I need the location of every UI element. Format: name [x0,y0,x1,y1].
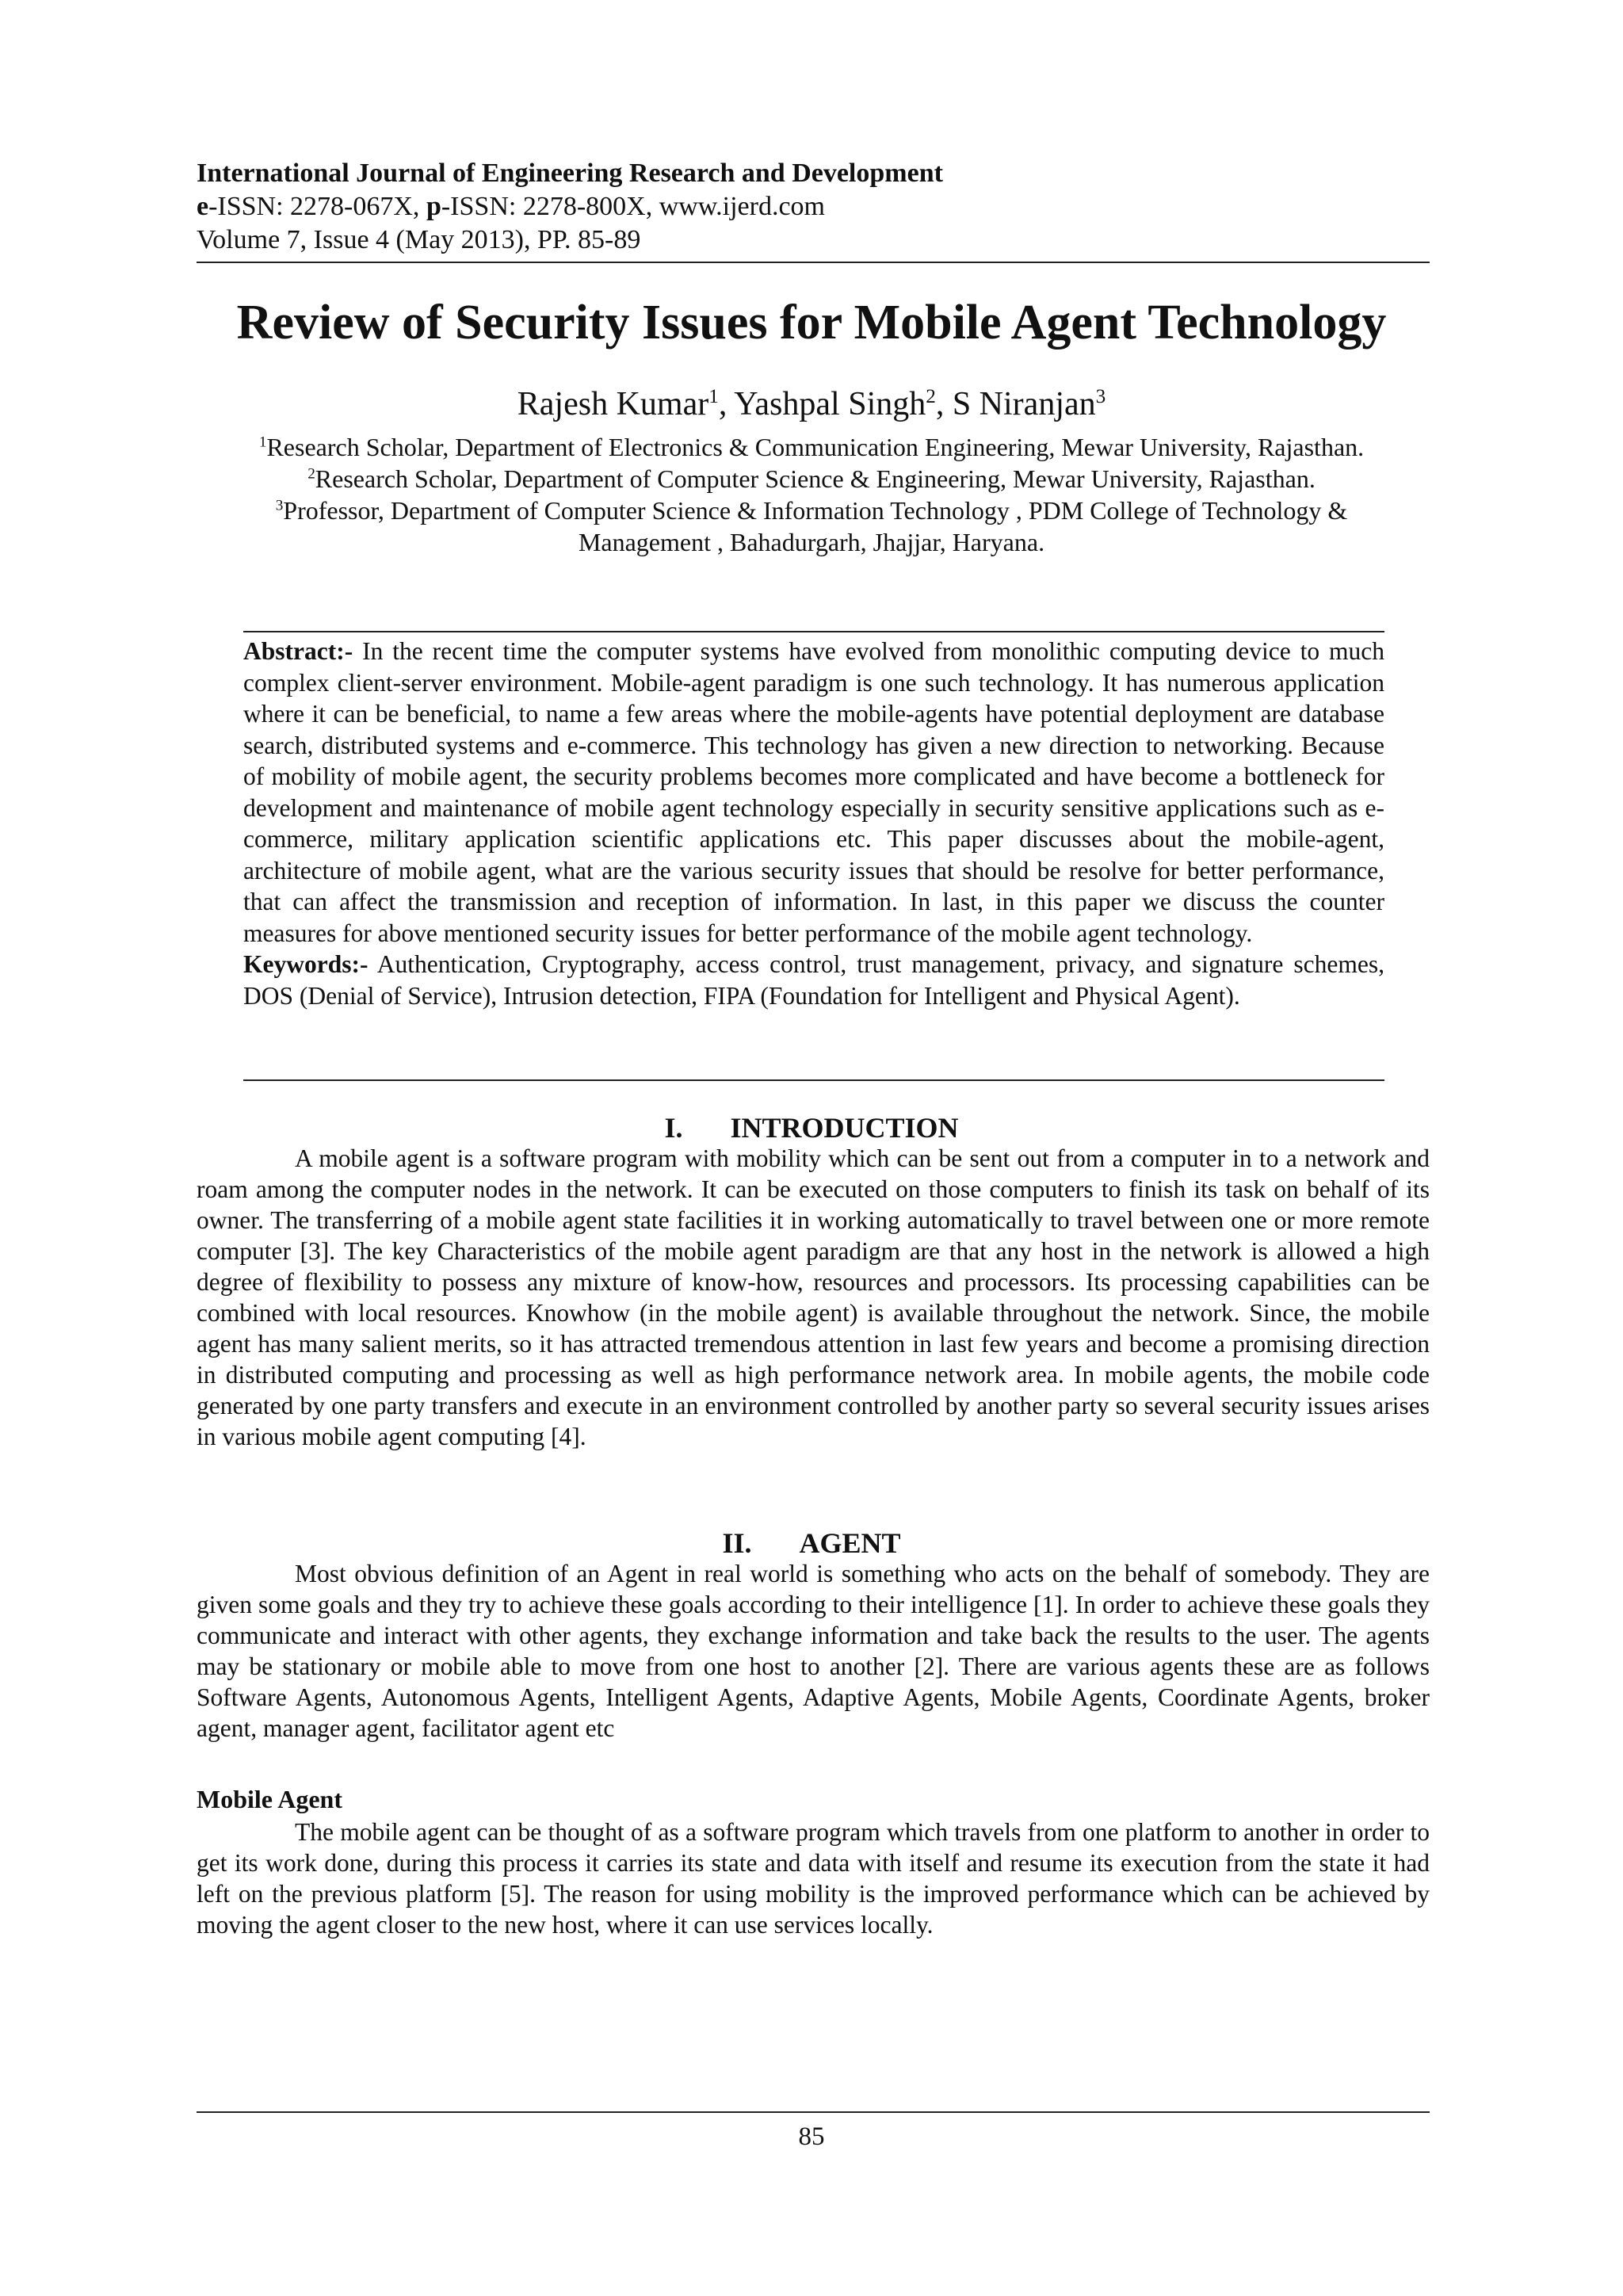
author-list [0,385,1623,423]
affiliation-1: $^1$Research Scholar, Department of Electronics & Communication Engineering, Mewar University, Rajasthan. [258,433,1365,461]
eissn-text: -ISSN: 2278-067X, [208,192,426,221]
author-2: Yashpal Singh$^2$, [734,386,953,422]
affiliation-2: $^2$Research Scholar, Department of Computer Science & Engineering, Mewar University, Rajasthan. [307,464,1316,493]
pissn-prefix: p [426,192,441,221]
agent-body [197,1558,1430,1744]
footer-rule [197,2111,1430,2113]
mobile-agent-paragraph: The mobile agent can be thought of as a software program which travels from one platform to another in order to get its work done, during this process it carries its state and data with itself and resume its execution from the state it had left on the previous platform [5]. The reason for using mobility is the improved performance which can be achieved by moving the agent closer to the new host, where it can use services locally. [197,1818,1430,1939]
issn-line [197,190,825,223]
abstract-block [243,636,1384,1011]
agent-paragraph: Most obvious definition of an Agent in real world is something who acts on the behalf of somebody. They are given some goals and they try to achieve these goals according to their intelligence [1]. In order to achieve these goals they communicate and interact with other agents, they exchange information and take back the results to the user. The agents may be stationary or mobile able to move from one host to another [2]. There are various agents these are as follows Software Agents, Autonomous Agents, Intelligent Agents, Adaptive Agents, Mobile Agents, Coordinate Agents, broker agent, manager agent, facilitator agent etc [197,1560,1430,1742]
volume-line: Volume 7, Issue 4 (May 2013), PP. 85-89 [197,225,641,254]
affiliation-3: $^3$Professor, Department of Computer Science & Information Technology , PDM College of Technology & [275,496,1348,525]
introduction-body [197,1143,1430,1452]
keywords-text: Authentication, Cryptography, access control, trust management, privacy, and signature schemes, DOS (Denial of Service), Intrusion detection, FIPA (Foundation for Intelligent and Physical Agent). [243,950,1384,1010]
section-heading-introduction: I. INTRODUCTION [664,1112,959,1144]
introduction-paragraph: A mobile agent is a software program with mobility which can be sent out from a computer in to a network and roam among the computer nodes in the network. It can be executed on those computers to finish its task on behalf of its owner. The transferring of a mobile agent state facilities it in working automatically to travel between one or more remote computer [3]. The key Characteristics of the mobile agent paradigm are that any host in the network is allowed a high degree of flexibility to possess any mixture of know-how, resources and processors. Its processing capabilities can be combined with local resources. Knowhow (in the mobile agent) is available throughout the network. Since, the mobile agent has many salient merits, so it has attracted tremendous attention in last few years and become a promising direction in distributed computing and processing as well as high performance network area. In mobile agents, the mobile code generated by one party transfers and execute in an environment controlled by another party so several security issues arises in various mobile agent computing [4]. [197,1144,1430,1450]
eissn-prefix: e [197,192,209,221]
subheading-mobile-agent: Mobile Agent [197,1785,342,1813]
section-heading-agent: II. AGENT [722,1527,901,1559]
journal-name: International Journal of Engineering Research and Development [197,159,943,188]
mobile-agent-body [197,1817,1430,1940]
page-number: 85 [798,2122,825,2151]
abstract-text: In the recent time the computer systems have evolved from monolithic computing device to much complex client-server environment. Mobile-agent paradigm is one such technology. It has numerous application where it can be beneficial, to name a few areas where the mobile-agents have potential deployment are database search, distributed systems and e-commerce. This technology has given a new direction to networking. Because of mobility of mobile agent, the security problems becomes more complicated and have become a bottleneck for development and maintenance of mobile agent technology especially in security sensitive applications such as e-commerce, military application scientific applications etc. This paper discusses about the mobile-agent, architecture of mobile agent, what are the various security issues that should be resolve for better performance, that can affect the transmission and reception of information. In last, in this paper we discuss the counter measures for above mentioned security issues for better performance of the mobile agent technology. [243,637,1384,947]
author-3: S Niranjan$^3$ [952,386,1106,422]
pissn-text: -ISSN: 2278-800X, www.ijerd.com [441,192,825,221]
paper-title: Review of Security Issues for Mobile Agent Technology [236,296,1387,350]
abstract-top-rule [243,631,1384,632]
abstract-label: Abstract:- [243,637,353,665]
abstract-paragraph [243,636,1384,949]
header-rule [197,262,1430,263]
affiliation-3-cont: Management , Bahadurgarh, Jhajjar, Haryana. [578,528,1045,556]
keywords-label: Keywords:- [243,950,369,978]
author-1: Rajesh Kumar$^1$, [517,386,735,422]
keywords-paragraph [243,949,1384,1011]
abstract-bottom-rule [243,1079,1384,1081]
